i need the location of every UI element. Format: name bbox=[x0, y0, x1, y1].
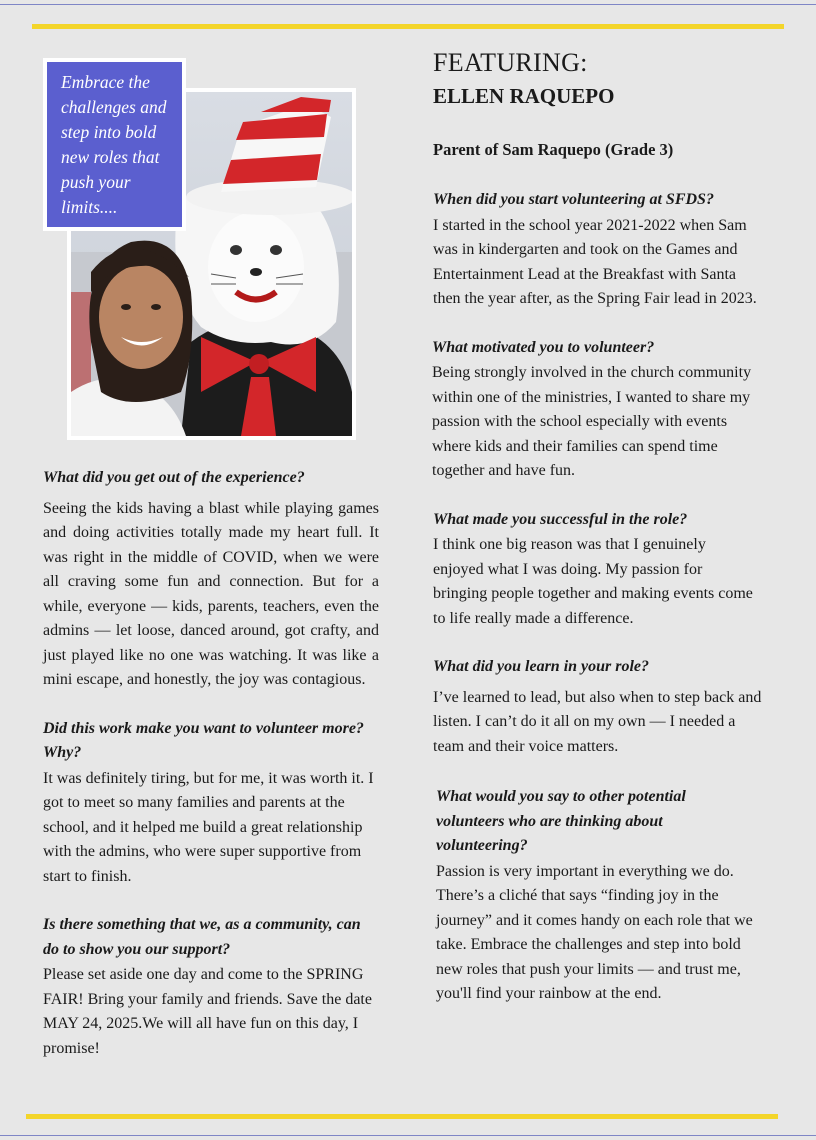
qa-block bbox=[432, 336, 773, 484]
question: Is there something that we, as a community, can do to show you our support? bbox=[43, 916, 361, 958]
answer: Please set aside one day and come to the SPRING FAIR! Bring your family and friends. Save the date MAY 24, 2025.We will all have fun on this day, I promise! bbox=[43, 966, 372, 1057]
right-column bbox=[433, 48, 773, 1007]
answer: It was definitely tiring, but for me, it was worth it. I got to meet so many families and parents at the school, and it helped me build a great relationship with the admins, who were super supportive from start to finish. bbox=[43, 769, 374, 885]
pull-quote-frame bbox=[43, 58, 186, 231]
bottom-edge-line bbox=[0, 1135, 816, 1136]
answer: Passion is very important in everything we do. There’s a cliché that says “finding joy in the journey” and it comes handy on each role that we take. Embrace the challenges and step into bold new roles that push your limits — and trust me, you'll find your rainbow at the end. bbox=[436, 862, 753, 1002]
featuring-label: FEATURING: bbox=[433, 48, 588, 77]
pull-quote: Embrace the challenges and step into bold new roles that push your limits.... bbox=[47, 62, 182, 227]
qa-block bbox=[43, 466, 379, 693]
bottom-gold-rule bbox=[26, 1114, 778, 1119]
answer: Being strongly involved in the church community within one of the ministries, I wanted to share my passion with the school especially with events where kids and their families can spend time together and have fun. bbox=[432, 364, 752, 479]
question: What would you say to other potential volunteers who are thinking about volunteering? bbox=[436, 788, 686, 854]
top-gold-rule bbox=[32, 24, 784, 29]
left-column bbox=[43, 466, 379, 1061]
question: What did you learn in your role? bbox=[433, 658, 650, 675]
answer: I started in the school year 2021-2022 when Sam was in kindergarten and took on the Games and Entertainment Lead at the Breakfast with Santa then the year after, as the Spring Fair lead in 2023. bbox=[433, 216, 757, 307]
featured-name: ELLEN RAQUEPO bbox=[433, 84, 615, 108]
question: When did you start volunteering at SFDS? bbox=[433, 191, 714, 208]
qa-block bbox=[433, 655, 773, 759]
answer: I think one big reason was that I genuinely enjoyed what I was doing. My passion for bringing people together and making events come to life really made a difference. bbox=[433, 536, 753, 627]
question: What made you successful in the role? bbox=[433, 510, 688, 528]
question: What motivated you to volunteer? bbox=[432, 338, 655, 356]
qa-block bbox=[43, 717, 379, 890]
top-edge-line bbox=[0, 4, 816, 5]
qa-block bbox=[433, 508, 773, 632]
parent-line: Parent of Sam Raquepo (Grade 3) bbox=[433, 140, 674, 159]
question: Did this work make you want to volunteer more? Why? bbox=[43, 719, 364, 761]
answer: Seeing the kids having a blast while playing games and doing activities totally made my heart full. It was right in the middle of COVID, when we were all craving some fun and connection. But for a while, everyone — kids, parents, teachers, even the admins — let loose, danced around, got crafty, and just played like no one was watching. It was like a mini escape, and honestly, the joy was contagious. bbox=[43, 499, 379, 688]
qa-block bbox=[433, 188, 773, 312]
qa-block bbox=[43, 913, 379, 1061]
answer: I’ve learned to lead, but also when to step back and listen. I can’t do it all on my own — I needed a team and their voice matters. bbox=[433, 688, 762, 755]
question: What did you get out of the experience? bbox=[43, 469, 305, 486]
qa-block bbox=[436, 785, 773, 1007]
